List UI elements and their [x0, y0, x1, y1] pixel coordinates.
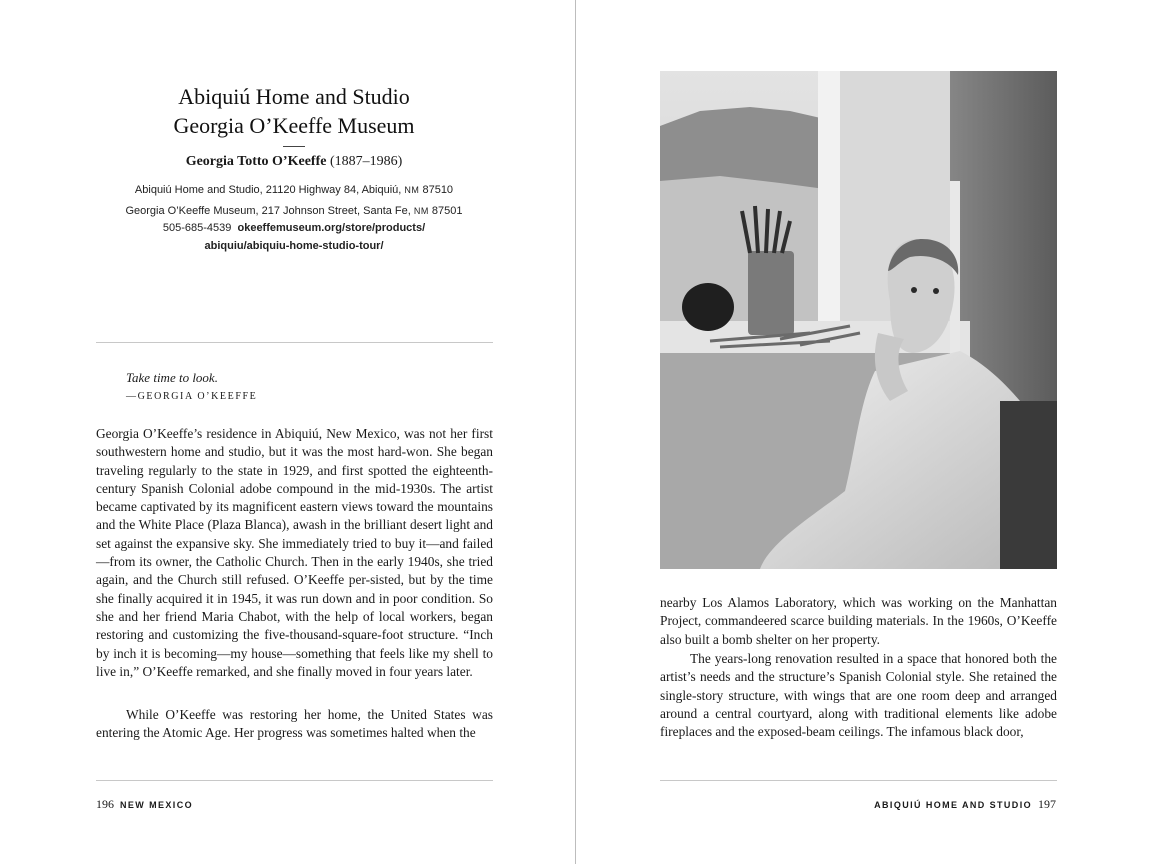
body-paragraph-2-text: While O’Keeffe was restoring her home, the United States was entering the Atomic Age. Her progress was sometimes halted when the [96, 707, 493, 741]
right-paragraph-2-text: The years-long renovation resulted in a space that honored both the artist’s needs and the structure’s Spanish Colonial style. She retained the single-story structure, with wings that are one room deep and arranged around a central courtyard, along with traditional elements like adobe fireplaces and the exposed-beam ceilings. The infamous black door, [660, 651, 1057, 740]
website-link-line-2[interactable]: abiquiu/abiquiu-home-studio-tour/ [204, 240, 384, 252]
website-link-line-1[interactable]: okeeffemuseum.org/store/products/ [237, 222, 426, 234]
left-folio [96, 797, 199, 812]
footer-rule [96, 780, 493, 781]
section-divider [96, 342, 493, 343]
page-number: 197 [1038, 797, 1056, 811]
address-2-text: Georgia O’Keeffe Museum, 217 Johnson Street, Santa Fe, [125, 205, 414, 217]
dark-easel [1000, 401, 1057, 569]
right-eye [933, 288, 939, 294]
black-rock [682, 283, 734, 331]
photo-artwork [660, 71, 1057, 569]
body-paragraph-2 [96, 706, 493, 743]
page-title [96, 82, 492, 140]
page-number: 196 [96, 797, 114, 811]
body-paragraph-1: Georgia O’Keeffe’s residence in Abiquiú, New Mexico, was not her first southwestern home and studio, but it was the most hard-won. She began traveling regularly to the state in 1929, and first spotted the eighteenth-century Spanish Colonial adobe compound in the mid-1930s. The artist became captivated by its magnificent eastern views toward the mountains and the White Place (Plaza Blanca), awash in the brilliant desert light and set against the expansive sky. She immediately tried to buy it—and failed—from its owner, the Catholic Church. Then in the early 1940s, she tried again, and the Church still refused. O’Keeffe per-sisted, but by the time she finally acquired it in 1945, it was run down and in poor condition. So she and her friend Maria Chabot, with the help of local workers, began restoring and customizing the five-thousand-square-foot structure. “Inch by inch it is becoming—my house—something that feels like my shell to live in,” O’Keeffe remarked, and she finally moved in four years later. [96, 426, 493, 679]
title-line-2: Georgia O’Keeffe Museum [173, 113, 415, 138]
phone-number: 505-685-4539 [162, 222, 232, 234]
window-frame [818, 71, 840, 333]
artist-dates: (1887–1986) [329, 154, 403, 169]
artist-name: Georgia Totto O’Keeffe [185, 154, 327, 169]
address-1-zip: 87510 [419, 184, 454, 196]
website-line-2 [96, 240, 492, 252]
artist-heading [96, 154, 492, 170]
contact-line [96, 222, 492, 234]
left-eye [911, 287, 917, 293]
running-footer: ABIQUIÚ HOME AND STUDIO [874, 800, 1032, 810]
address-1-text: Abiquiú Home and Studio, 21120 Highway 84, Abiquiú, [134, 184, 405, 196]
title-divider [283, 146, 305, 147]
right-footer-rule [660, 780, 1057, 781]
address-line-1 [96, 184, 492, 196]
address-line-2 [96, 205, 492, 217]
right-folio [868, 797, 1056, 812]
right-paragraph-1: nearby Los Alamos Laboratory, which was working on the Manhattan Project, commandeered scarce building materials. In the 1960s, O’Keeffe also built a bomb shelter on her property. [660, 595, 1057, 647]
address-2-zip: 87501 [428, 205, 463, 217]
portrait-photograph [660, 71, 1057, 569]
title-line-1: Abiquiú Home and Studio [178, 84, 410, 109]
right-paragraph-2 [660, 650, 1057, 741]
address-1-state: NM [404, 185, 420, 195]
brush-jar [748, 251, 794, 335]
epigraph-attribution: —GEORGIA O’KEEFFE [126, 391, 258, 402]
address-2-state: NM [413, 206, 429, 216]
running-footer: NEW MEXICO [120, 800, 194, 810]
epigraph-quote: Take time to look. [126, 370, 218, 385]
